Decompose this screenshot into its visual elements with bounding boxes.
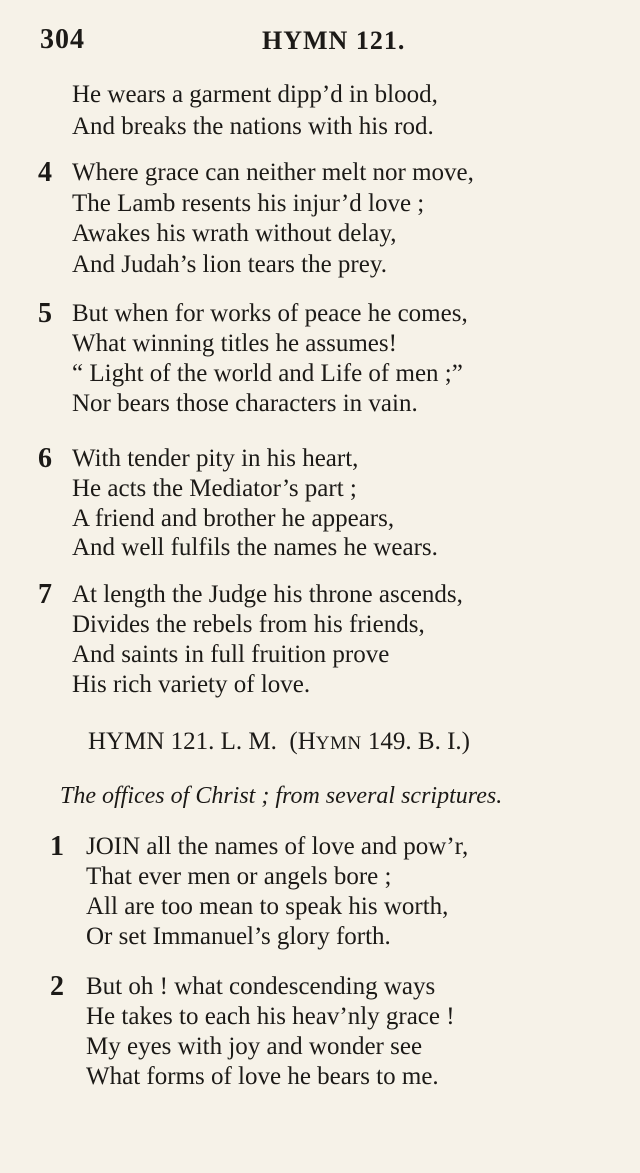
- verse-line: “ Light of the world and Life of men ;”: [72, 360, 463, 387]
- verse-line: A friend and brother he appears,: [72, 505, 395, 532]
- stanza-number: 6: [38, 443, 52, 474]
- verse-line: He acts the Mediator’s part ;: [72, 475, 357, 502]
- verse-line: With tender pity in his heart,: [72, 445, 359, 472]
- verse-line: And breaks the nations with his rod.: [72, 113, 434, 140]
- verse-line: That ever men or angels bore ;: [86, 863, 392, 890]
- hymn-title-main: HYMN 121. L. M.: [88, 728, 277, 755]
- verse-line: Awakes his wrath without delay,: [72, 220, 397, 247]
- hymn-title: [88, 728, 470, 756]
- verse-line: And well fulfils the names he wears.: [72, 534, 438, 561]
- verse-line: But when for works of peace he comes,: [72, 300, 468, 327]
- verse-line: At length the Judge his throne ascends,: [72, 581, 463, 608]
- verse-line: Or set Immanuel’s glory forth.: [86, 923, 391, 950]
- verse-line: His rich variety of love.: [72, 671, 311, 698]
- verse-line: Divides the rebels from his friends,: [72, 611, 425, 638]
- stanza-number: 7: [38, 579, 52, 610]
- stanza-number: 2: [50, 971, 64, 1002]
- running-head: HYMN 121.: [262, 26, 406, 55]
- verse-line: My eyes with joy and wonder see: [86, 1033, 423, 1060]
- stanza-number: 5: [38, 298, 52, 329]
- hymn-subtitle: The offices of Christ ; from several scriptures.: [60, 783, 503, 809]
- hymn-title-ref-rest: 149. B. I.): [361, 728, 470, 755]
- stanza-number: 1: [50, 831, 64, 862]
- verse-line: He wears a garment dipp’d in blood,: [72, 81, 438, 108]
- verse-line: But oh ! what condescending ways: [86, 973, 436, 1000]
- verse-line: JOIN all the names of love and pow’r,: [86, 833, 469, 860]
- stanza-number: 4: [38, 157, 52, 188]
- verse-line: He takes to each his heav’nly grace !: [86, 1003, 455, 1030]
- page-number: 304: [40, 24, 85, 55]
- verse-line: The Lamb resents his injur’d love ;: [72, 190, 425, 217]
- verse-line: All are too mean to speak his worth,: [86, 893, 449, 920]
- hymn-title-ref-open: (H: [289, 728, 316, 755]
- page-header: [0, 24, 640, 58]
- verse-line: Nor bears those characters in vain.: [72, 390, 418, 417]
- verse-line: What forms of love he bears to me.: [86, 1063, 439, 1090]
- hymn-title-ref-smallcaps: YMN: [315, 733, 362, 754]
- verse-line: Where grace can neither melt nor move,: [72, 159, 474, 186]
- verse-line: And saints in full fruition prove: [72, 641, 390, 668]
- verse-line: What winning titles he assumes!: [72, 330, 397, 357]
- verse-line: And Judah’s lion tears the prey.: [72, 251, 387, 278]
